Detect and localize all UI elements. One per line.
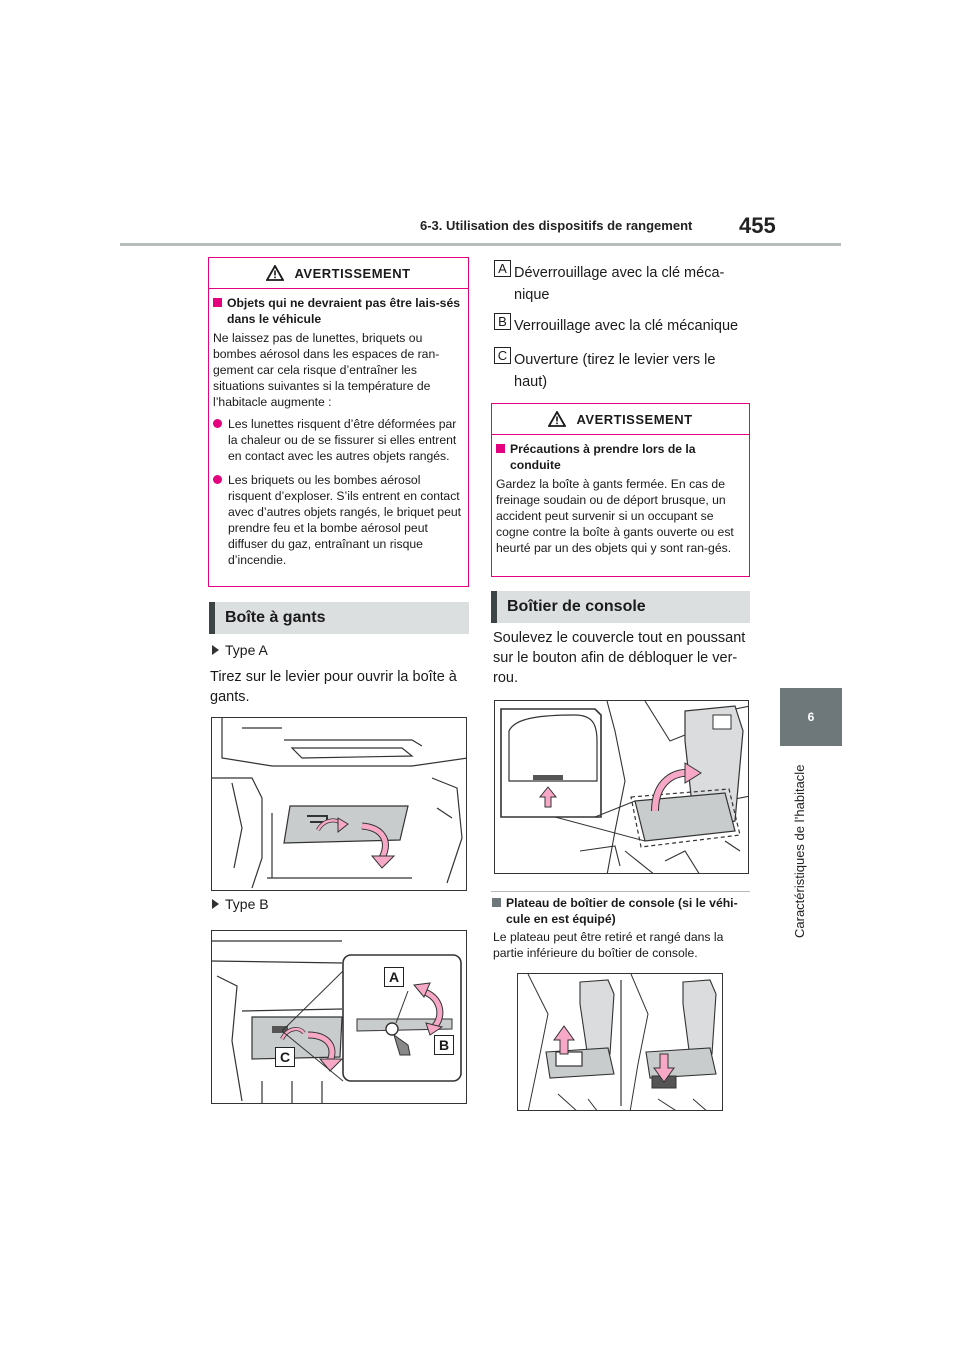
glovebox-type-b-illustration (211, 930, 467, 1104)
dot-bullet-icon (213, 475, 222, 484)
triangle-bullet-icon (212, 899, 219, 909)
legend-letter-b: B (494, 313, 511, 330)
type-b-label: Type B (212, 896, 269, 912)
chapter-label: Caractéristiques de l’habitacle (792, 764, 807, 938)
square-bullet-icon (492, 898, 501, 907)
console-heading: Boîtier de console (491, 591, 750, 623)
warning-text: Gardez la boîte à gants fermée. En cas de freinage soudain ou de déport brusque, un accident peut survenir si un occupant se cogne contre la boîte à gants ouverte ou est heurté par un des objets qui y sont ran-gés. (496, 477, 734, 555)
chapter-tab[interactable]: 6 (780, 688, 842, 746)
legend-text-b: Verrouillage avec la clé mécanique (514, 318, 739, 334)
tray-text: Le plateau peut être retiré et rangé dans la partie inférieure du boîtier de console. (493, 930, 724, 960)
callout-a: A (384, 967, 404, 987)
dot-bullet-icon (213, 419, 222, 428)
square-bullet-icon (496, 444, 505, 453)
legend-text-c: Ouverture (tirez le levier vers le haut) (514, 352, 716, 390)
section-title: 6-3. Utilisation des dispositifs de rangement (420, 218, 693, 233)
warning-title: AVERTISSEMENT (576, 411, 693, 427)
warning-box-objects (208, 257, 469, 587)
subsection-divider (491, 891, 750, 892)
tray-heading: Plateau de boîtier de console (si le véhi-cule en est équipé) (492, 895, 754, 927)
glovebox-type-a-illustration (211, 717, 467, 891)
header-divider (120, 243, 841, 246)
glovebox-instruction: Tirez sur le levier pour ouvrir la boîte à gants. (210, 669, 457, 705)
page-number: 455 (739, 213, 776, 238)
glovebox-heading: Boîte à gants (209, 602, 469, 634)
square-bullet-icon (213, 298, 222, 307)
console-instruction: Soulevez le couvercle tout en poussant sur le bouton afin de débloquer le ver-rou. (493, 630, 746, 686)
legend-text-a: Déverrouillage avec la clé méca-nique (514, 265, 725, 303)
callout-c: C (275, 1047, 295, 1067)
type-a-label: Type A (212, 642, 268, 658)
legend-letter-c: C (494, 347, 511, 364)
warning-heading: Objets qui ne devraient pas être lais-sés dans le véhicule (213, 295, 464, 327)
warning-header (209, 258, 468, 289)
warning-heading: Précautions à prendre lors de la conduite (496, 441, 745, 473)
warning-bullet: Les lunettes risquent d’être déformées par la chaleur ou de se fissurer si elles entrent en contact avec les autres objets rangés. (213, 416, 464, 464)
callout-b: B (434, 1035, 454, 1055)
warning-triangle-icon (548, 411, 566, 427)
triangle-bullet-icon (212, 645, 219, 655)
warning-title: AVERTISSEMENT (294, 265, 411, 281)
console-tray-illustration (517, 973, 723, 1111)
warning-intro: Ne laissez pas de lunettes, briquets ou bombes aérosol dans les espaces de ran-gement car cela risque d’entraîner les situations suivantes si la température de l’habitacle augmente : (213, 331, 440, 409)
legend-letter-a: A (494, 260, 511, 277)
warning-header (492, 404, 749, 435)
warning-bullet: Les briquets ou les bombes aérosol risquent d’exploser. S’ils entrent en contact avec d’autres objets rangés, le briquet peut prendre feu et la bombe aérosol peut diffuser du gaz, entraînant un risque d’incendie. (213, 472, 464, 568)
warning-triangle-icon (266, 265, 284, 281)
warning-box-driving (491, 403, 750, 577)
console-box-illustration (494, 700, 749, 874)
